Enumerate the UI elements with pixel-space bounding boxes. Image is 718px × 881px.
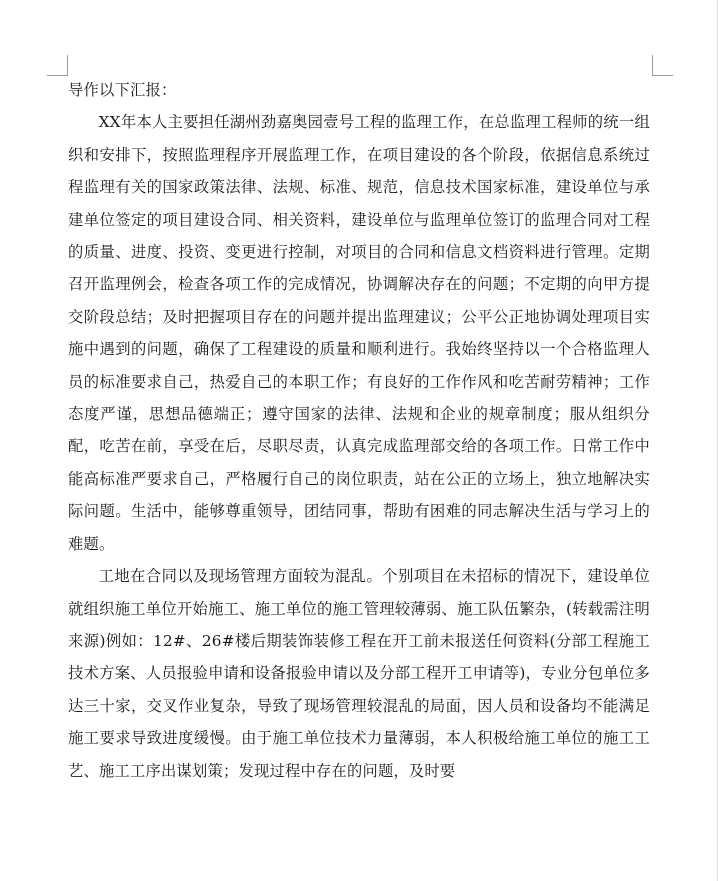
paragraph-1: 导作以下汇报： — [68, 81, 177, 99]
crop-mark-top-left — [47, 55, 68, 76]
document-body[interactable] — [68, 74, 650, 787]
paragraph-2: XX年本人主要担任湖州劲嘉奥园壹号工程的监理工作，在总监理工程师的统一组织和安排下，按照监理程序开展监理工作，在项目建设的各个阶段，依据信息系统过程监理有关的国家政策法律、法规、标准、规范，信息技术国家标准，建设单位与承建单位签定的项目建设合同、相关资料，建设单位与监理单位签订的监理合同对工程的质量、进度、投资、变更进行控制，对项目的合同和信息文档资料进行管理。定期召开监理例会，检查各项工作的完成情况，协调解决存在的问题；不定期的向甲方提交阶段总结；及时把握项目存在的问题并提出监理建议；公平公正地协调处理项目实施中遇到的问题，确保了工程建设的质量和顺利进行。我始终坚持以一个合格监理人员的标准要求自己，热爱自己的本职工作；有良好的工作作风和吃苦耐劳精神；工作态度严谨，思想品德端正；遵守国家的法律、法规和企业的规章制度；服从组织分配，吃苦在前，享受在后，尽职尽责，认真完成监理部交给的各项工作。日常工作中能高标准严要求自己，严格履行自己的岗位职责，站在公正的立场上，独立地解决实际问题。生活中，能够尊重领导，团结同事，帮助有困难的同志解决生活与学习上的难题。 — [68, 113, 650, 553]
crop-mark-top-right — [652, 55, 673, 76]
paragraph-3: 工地在合同以及现场管理方面较为混乱。个别项目在未招标的情况下，建设单位就组织施工单位开始施工、施工单位的施工管理较薄弱、施工队伍繁杂，(转载需注明来源)例如：12#、26#楼后期装饰装修工程在开工前未报送任何资料(分部工程施工技术方案、人员报验申请和设备报验申请以及分部工程开工申请等)，专业分包单位多达三十家，交叉作业复杂，导致了现场管理较混乱的局面，因人员和设备均不能满足施工要求导致进度缓慢。由于施工单位技术力量薄弱，本人积极给施工单位的施工工艺、施工工序出谋划策；发现过程中存在的问题，及时要 — [68, 567, 650, 780]
